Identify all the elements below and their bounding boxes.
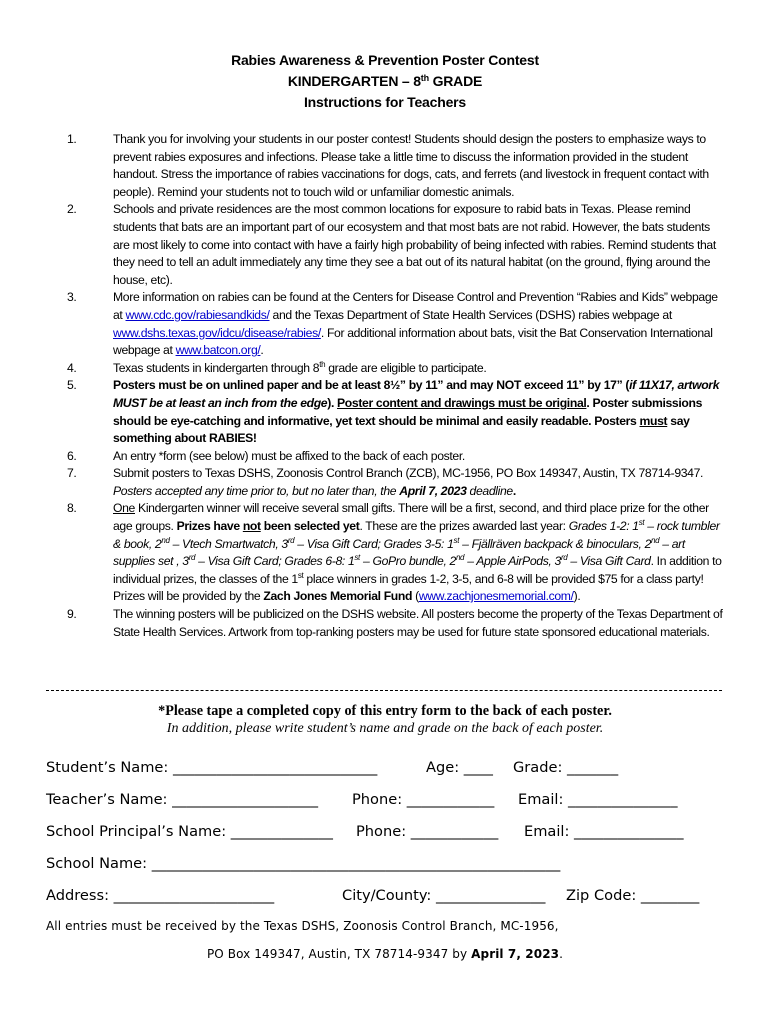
original-content-note: Poster content and drawings must be original (337, 395, 587, 410)
prize-text: – Apple AirPods, 3 (464, 554, 561, 569)
cdc-rabies-link[interactable]: www.cdc.gov/rabiesandkids/ (125, 307, 270, 322)
instruction-item-7 (62, 465, 724, 500)
instruction-item-9 (62, 606, 724, 641)
item-text: Prizes have (176, 519, 243, 534)
item-sup: th (319, 359, 326, 369)
not-emphasis: not (242, 519, 261, 534)
prize-text: – Vtech Smartwatch, 3 (169, 536, 288, 551)
batcon-link[interactable]: www.batcon.org/ (175, 343, 261, 358)
principal-phone-field[interactable]: Phone: ____________ (356, 823, 499, 840)
zip-code-field[interactable]: Zip Code: ________ (566, 887, 700, 904)
item-text: Kindergarten winner will receive several small gifts. There will be a first, second, and third place prize for the other age groups. (113, 501, 709, 534)
poster-size-text: Posters must be on unlined paper and be at least 8½” by 11” and may NOT exceed 11” by 17” ( (113, 378, 630, 393)
grade-range-sup: th (420, 73, 429, 83)
item-text: . Poster submissions should be eye-catching and informative, yet text should be minimal and easily readable. Posters (113, 395, 703, 428)
item-text: More information on rabies can be found at the Centers for Disease Control and Prevention “Rabies and Kids” webpage at (113, 290, 718, 322)
grade-field[interactable]: Grade: _______ (513, 759, 619, 776)
prize-sup: rd (287, 535, 295, 545)
deadline-date: April 7, 2023 (399, 483, 467, 498)
item-number: 4. (67, 360, 77, 375)
prize-text: – Visa Gift Card; Grades 3-5: 1 (294, 536, 454, 551)
item-text: An entry *form (see below) must be affixed to the back of each poster. (113, 448, 465, 463)
teacher-phone-field[interactable]: Phone: ____________ (352, 791, 495, 808)
prize-text: – art supplies set , 3 (113, 536, 685, 569)
item-text: say something about RABIES! (113, 413, 690, 446)
instruction-item-5 (62, 377, 724, 447)
teacher-name-field[interactable]: Teacher’s Name: ____________________ (46, 791, 319, 808)
address-field[interactable]: Address: ______________________ (46, 887, 275, 904)
item-text: grade are eligible to participate. (325, 360, 487, 375)
item-number: 5. (67, 378, 77, 393)
item-text: Schools and private residences are the most common locations for exposure to rabid bats in Texas. Please remind students that bats are an important part of our ecosystem and that most bats are not rabid. However, the bats students are most likely to come into contact with have a fairly high probability of being infected with rabies. Remind students that they need to tell an adult immediately any time they see a bat out of its natural habitat (on the ground, flying around the house, etc). (113, 202, 716, 287)
deadline-word: deadline (466, 483, 513, 498)
prize-text: – Fjällräven backpack & binoculars, 2 (459, 536, 652, 551)
item-text: The winning posters will be publicized on the DSHS website. All posters become the property of the Texas Department of State Health Services. Artwork from top-ranking posters may be used for future state sponsored educational materials. (113, 607, 723, 639)
student-name-field[interactable]: Student’s Name: ____________________________ (46, 759, 378, 776)
item-text: ( (412, 589, 419, 604)
prize-sup: st (453, 535, 460, 545)
item-text: . For additional information about bats, visit the Bat Conservation International webpage at (113, 325, 713, 358)
item-text: . (512, 483, 516, 498)
item-text: Texas students in kindergarten through 8 (113, 360, 320, 375)
item-text: Thank you for involving your students in our poster contest! Students should design the posters to emphasize ways to prevent rabies exposures and infections. Please take a little time to discuss the information provided in the student handout. Stress the importance of rabies vaccinations for dogs, cats, and ferrets (and livestock in frequent contact with people). Remind your students not to touch wild or unfamiliar domestic animals. (113, 132, 709, 199)
prize-sup: nd (651, 535, 660, 545)
submission-note-line1: All entries must be received by the Texas DSHS, Zoonosis Control Branch, MC-1956, (46, 919, 559, 933)
prize-text: Grades 1-2: 1 (568, 519, 639, 534)
item-text: . (260, 343, 264, 358)
mailing-address: PO Box 149347, Austin, TX 78714-9347 by (206, 947, 472, 961)
memorial-fund-name: Zach Jones Memorial Fund (263, 589, 413, 604)
must-emphasis: must (639, 413, 668, 428)
prize-sup: nd (455, 553, 465, 563)
item-text: ). (573, 589, 581, 604)
deadline-note: Posters accepted any time prior to, but no later than, the (113, 483, 400, 498)
item-text: place winners in grades 1-2, 3-5, and 6-8 will be provided $75 for a class party! Prizes will be provided by the (113, 571, 704, 604)
prize-text: – Visa Gift Card (567, 554, 651, 569)
principal-name-field[interactable]: School Principal’s Name: ______________ (46, 823, 333, 840)
prize-sup: st (638, 518, 645, 528)
entry-form-instruction: *Please tape a completed copy of this entry form to the back of each poster. (158, 703, 612, 719)
item-text: been selected yet (260, 519, 360, 534)
school-name-field[interactable]: School Name: ________________________________________________________ (46, 855, 561, 872)
item-sup: st (297, 570, 304, 580)
one-winner-emphasis: One (113, 501, 135, 516)
item-number: 1. (67, 132, 77, 146)
prize-sup: rd (188, 553, 196, 563)
item-text: . In addition to individual prizes, the classes of the 1 (113, 554, 722, 586)
prize-text: – rock tumbler & book, 2 (113, 519, 720, 551)
instruction-list (62, 131, 724, 641)
item-number: 7. (67, 466, 77, 481)
grade-range-b: GRADE (428, 73, 483, 89)
item-number: 8. (67, 501, 77, 516)
instructions-subtitle: Instructions for Teachers (303, 94, 466, 110)
item-number: 2. (67, 202, 77, 217)
item-text: Submit posters to Texas DSHS, Zoonosis Control Branch (ZCB), MC-1956, PO Box 149347, Austin, TX 78714-9347. (113, 466, 704, 481)
zach-jones-link[interactable]: www.zachjonesmemorial.com/ (418, 589, 574, 604)
prize-sup: st (354, 553, 360, 563)
item-text: . These are the prizes awarded last year: (359, 519, 569, 534)
dshs-rabies-link[interactable]: www.dshs.texas.gov/idcu/disease/rabies/ (113, 325, 321, 340)
poster-edge-note: if 11X17, artwork MUST be at least an inch from the edge (113, 378, 720, 410)
instruction-item-2 (62, 201, 724, 289)
instruction-item-3 (62, 289, 724, 359)
grade-range-a: KINDERGARTEN – 8 (287, 73, 421, 89)
prize-text: – Visa Gift Card; Grades 6-8: 1 (195, 554, 355, 569)
instruction-item-6 (62, 448, 724, 466)
instruction-item-1 (62, 131, 724, 201)
item-number: 6. (67, 448, 77, 463)
prize-text: – GoPro bundle, 2 (359, 554, 456, 569)
age-field[interactable]: Age: ____ (426, 759, 493, 776)
principal-email-field[interactable]: Email: _______________ (524, 823, 684, 840)
instruction-item-8 (62, 500, 724, 606)
item-number: 9. (67, 607, 77, 622)
deadline-date: April 7, 2023 (471, 947, 560, 961)
entry-form-subnote: In addition, please write student’s name and grade on the back of each poster. (166, 721, 604, 736)
cut-line-divider (46, 690, 722, 691)
item-text: ). (327, 395, 338, 410)
instruction-item-4 (62, 360, 724, 378)
teacher-email-field[interactable]: Email: _______________ (518, 791, 678, 808)
prize-sup: rd (560, 553, 568, 563)
city-county-field[interactable]: City/County: _______________ (342, 887, 546, 904)
item-number: 3. (67, 290, 77, 305)
submission-note-line2 (0, 945, 770, 963)
grade-range-heading (0, 71, 770, 92)
prize-sup: nd (161, 535, 170, 545)
item-text: and the Texas Department of State Health Services (DSHS) rabies webpage at (269, 307, 672, 322)
item-text: . (559, 947, 564, 961)
contest-title: Rabies Awareness & Prevention Poster Contest (231, 52, 539, 68)
